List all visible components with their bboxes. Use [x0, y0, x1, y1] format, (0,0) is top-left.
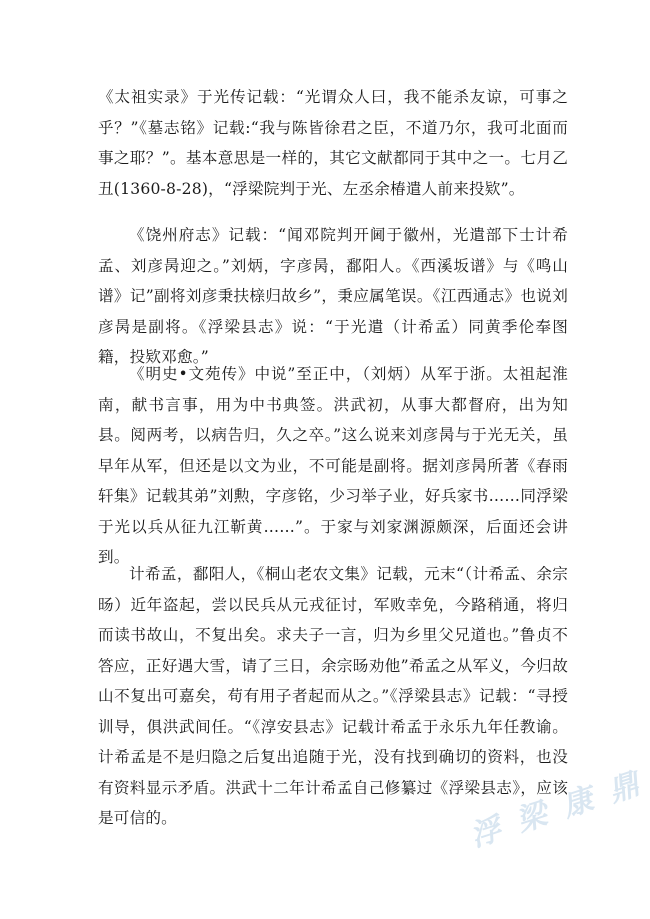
- paragraph-2: 《饶州府志》记载：“闻邓院判开阃于徽州，光遣部下士计希孟、刘彦昺迎之。”刘炳，字彦昺，鄱阳人。《西溪坂谱》与《鸣山谱》记”副将刘彦秉扶榇归故乡”，秉应属笔误。《江西通志》也说刘彦昺是副将。《浮梁县志》说：“于光遣（计希孟）同黄季伦奉图籍，投欵邓愈。”: [98, 226, 568, 366]
- paragraph-1: 《太祖实录》于光传记载：“光谓众人曰，我不能杀友谅，可事之乎？”《墓志铭》记载:“我与陈皆徐君之臣，不道乃尔，我可北面而事之耶？”。基本意思是一样的，其它文献都同于其中之一。七月乙丑(1360-8-28)，“浮梁院判于光、左丞余椿遣人前来投欵”。: [98, 88, 568, 198]
- paragraph-3: 《明史•文苑传》中说”至正中，（刘炳）从军于浙。太祖起淮南，献书言事，用为中书典签。洪武初，从事大都督府，出为知县。阅两考，以病告归，久之卒。”这么说来刘彦昺与于光无关，虽早年从军，但还是以文为业，不可能是副将。据刘彦昺所著《春雨轩集》记载其弟”刘勲，字彦铭，少习举子业，好兵家书……同浮梁于光以兵从征九江靳黄……”。于家与刘家渊源颇深，后面还会讲到。: [98, 365, 568, 566]
- watermark-text: 浮 梁 康 鼎: [466, 765, 648, 855]
- paragraph-4: 计希孟，鄱阳人，《桐山老农文集》记载，元末“（计希孟、余宗旸）近年盗起，尝以民兵从元戎征讨，军败幸免，今路稍通，将归而读书故山，不复出矣。求夫子一言，归为乡里父兄道也。”鲁贞不答应，正好遇大雪，请了三日，余宗旸劝他”希孟之从军义，今归故山不复出可嘉矣，苟有用子者起而从之。”《浮梁县志》记载：“寻授训导，俱洪武间任。“《淳安县志》记载计希孟于永乐九年任教谕。计希孟是不是归隐之后复出追随于光，没有找到确切的资料，也没有资料显示矛盾。洪武十二年计希孟自己修纂过《浮梁县志》，应该是可信的。: [98, 565, 568, 827]
